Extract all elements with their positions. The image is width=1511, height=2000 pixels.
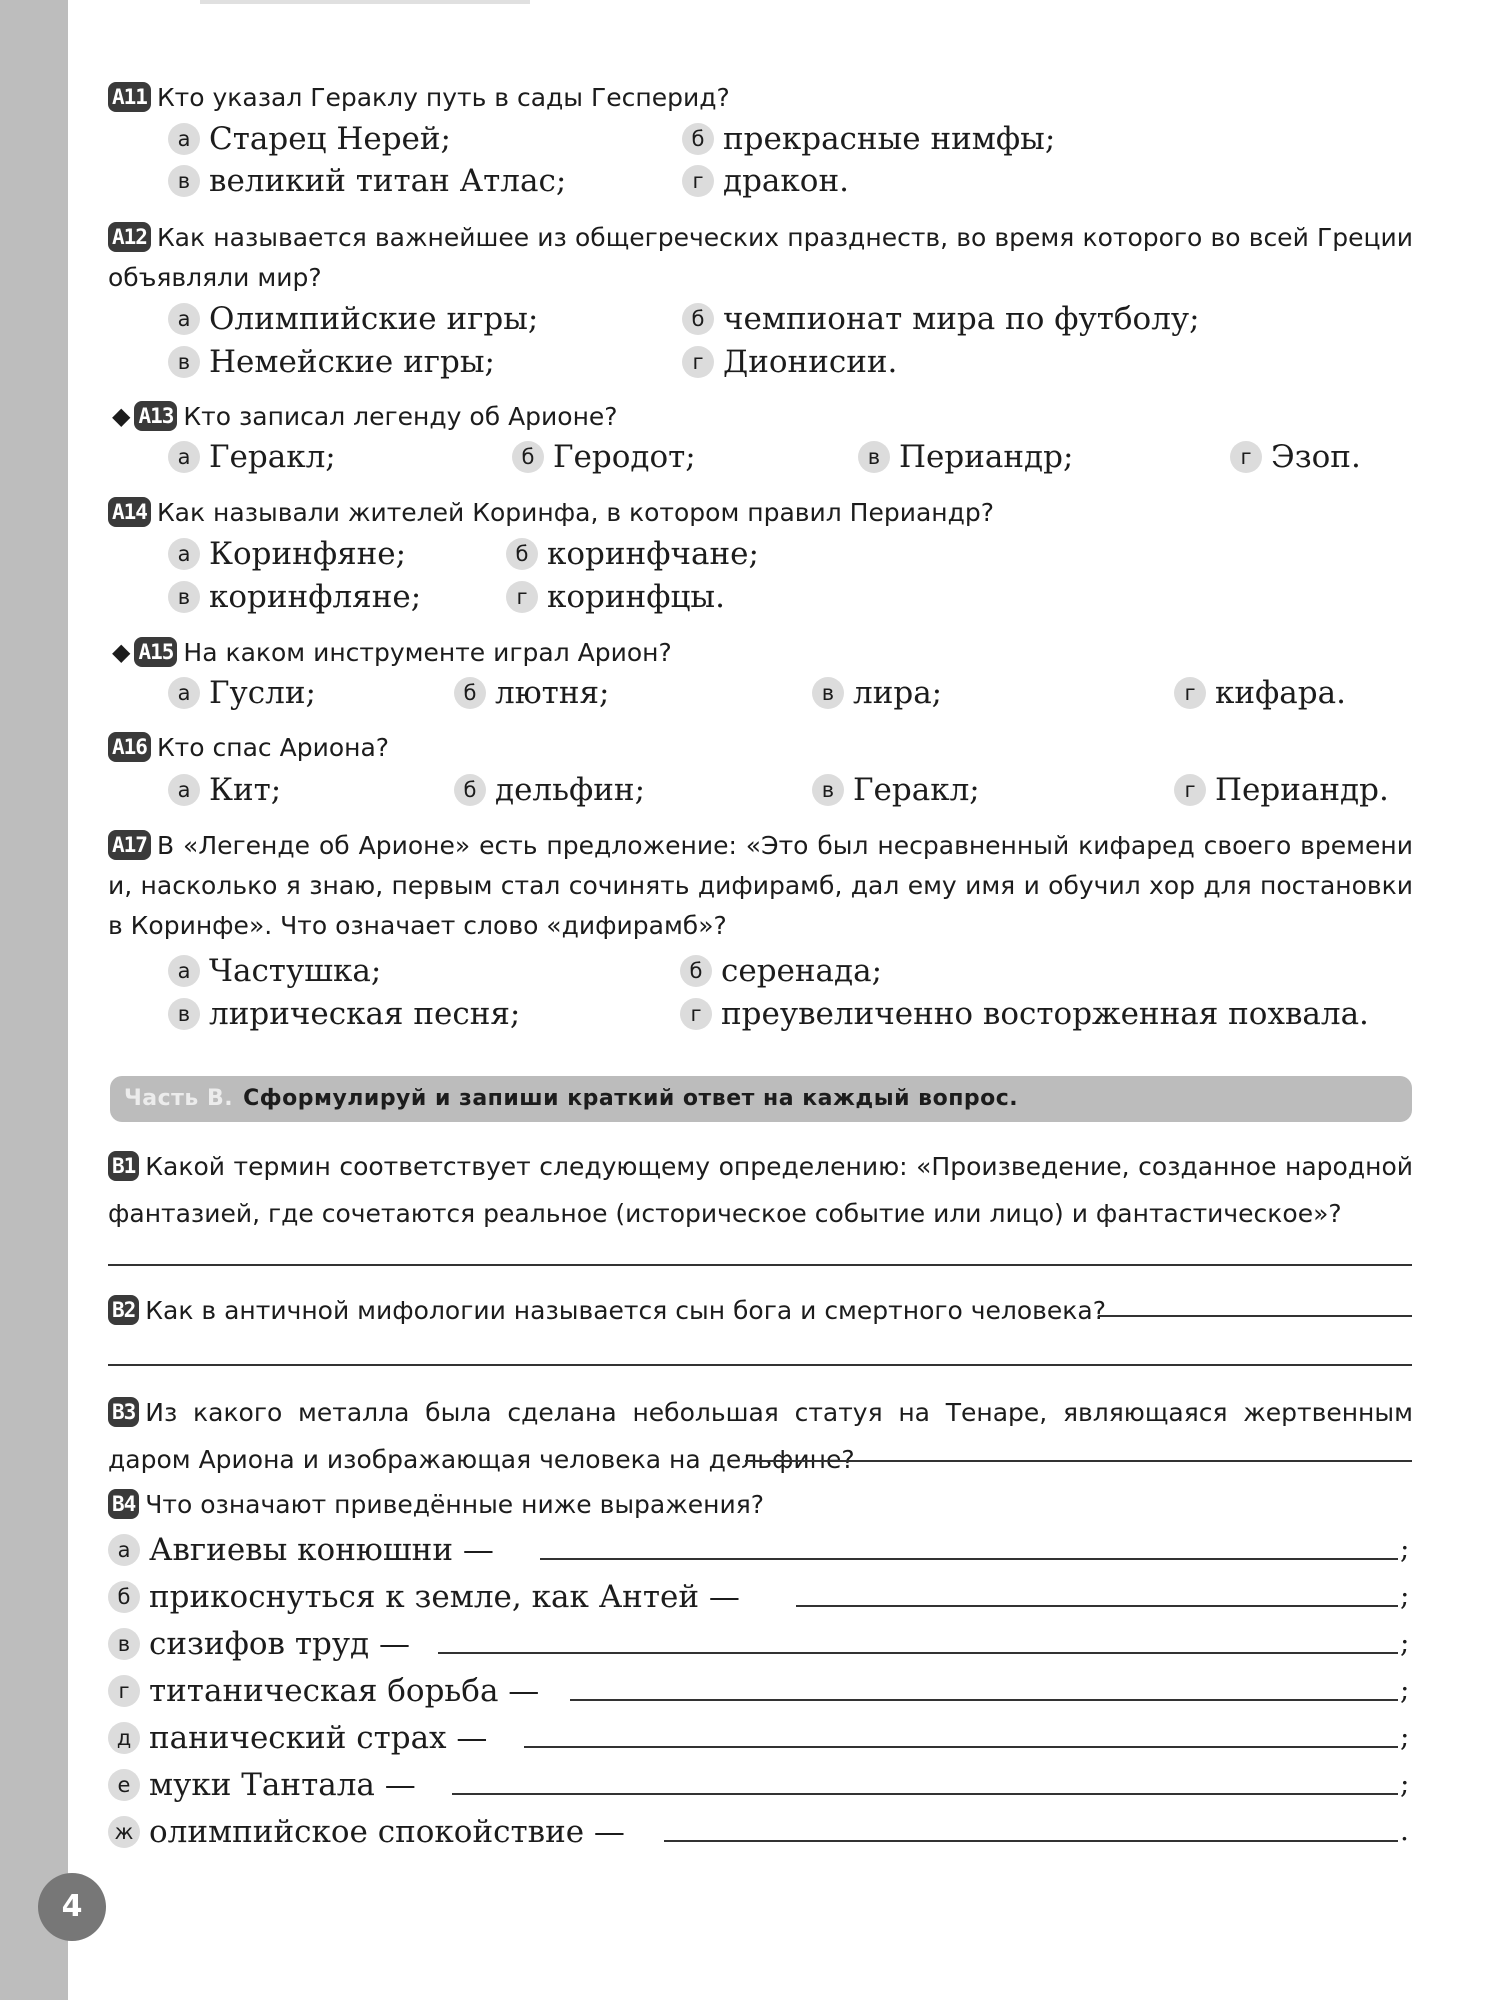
question-text: Кто спас Ариона?	[156, 733, 390, 762]
part-b-header	[110, 1076, 1412, 1122]
question-a15	[112, 632, 1417, 673]
option-b[interactable]: б лютня;	[454, 673, 610, 713]
option-g[interactable]: г преувеличенно восторженная похвала.	[680, 994, 1369, 1034]
question-tag: B1	[108, 1151, 139, 1181]
option-v[interactable]: в коринфляне;	[168, 577, 421, 617]
expression-item: г титаническая борьба —	[108, 1671, 539, 1711]
answer-line-b2-extra[interactable]	[108, 1364, 1412, 1366]
question-a11	[108, 78, 1413, 118]
question-tag: B4	[108, 1489, 139, 1519]
question-text: В «Легенде об Арионе» есть предложение: «Это был несравненный кифаред своего времени и, насколько я знаю, первым стал сочинять дифирамб, дал ему имя и обучил хор для постановки в Коринфе». Что означает слово «дифирамб»?	[108, 831, 1413, 940]
option-v[interactable]: в лирическая песня;	[168, 994, 520, 1034]
option-b[interactable]: б дельфин;	[454, 770, 645, 810]
option-b[interactable]: б чемпионат мира по футболу;	[682, 299, 1200, 339]
option-a[interactable]: а Олимпийские игры;	[168, 299, 538, 339]
answer-line-b2[interactable]	[1098, 1315, 1412, 1317]
question-text: Как называли жителей Коринфа, в котором правил Периандр?	[156, 498, 995, 527]
page-number: 4	[38, 1873, 106, 1941]
line-end: ;	[1400, 1720, 1410, 1753]
question-tag: A12	[108, 222, 151, 252]
option-a[interactable]: а Частушка;	[168, 951, 381, 991]
question-tag: A11	[108, 82, 151, 112]
question-text: Кто указал Гераклу путь в сады Гесперид?	[156, 83, 730, 112]
option-g[interactable]: г Эзоп.	[1230, 437, 1361, 477]
option-a[interactable]: а Геракл;	[168, 437, 336, 477]
option-g[interactable]: г Периандр.	[1174, 770, 1389, 810]
option-b[interactable]: б Геродот;	[512, 437, 696, 477]
option-v[interactable]: в Периандр;	[858, 437, 1073, 477]
option-g[interactable]: г дракон.	[682, 161, 849, 201]
answer-line[interactable]	[452, 1793, 1398, 1795]
question-tag: A14	[108, 497, 151, 527]
expression-item: ж олимпийское спокойствие —	[108, 1812, 625, 1852]
page-margin-strip	[0, 0, 68, 2000]
answer-line[interactable]	[796, 1605, 1398, 1607]
question-tag: A13	[134, 401, 177, 431]
answer-line[interactable]	[438, 1652, 1398, 1654]
part-tag: Часть В.	[124, 1086, 234, 1111]
line-end: ;	[1400, 1626, 1410, 1659]
line-end: ;	[1400, 1673, 1410, 1706]
line-end: ;	[1400, 1767, 1410, 1800]
line-end: ;	[1400, 1532, 1410, 1565]
option-a[interactable]: а Кит;	[168, 770, 281, 810]
option-b[interactable]: б серенада;	[680, 951, 882, 991]
question-a12	[108, 218, 1413, 298]
answer-line-b1[interactable]	[108, 1264, 1412, 1266]
question-b4	[108, 1485, 1413, 1525]
question-text: Кто записал легенду об Арионе?	[183, 402, 618, 431]
diamond-icon: ◆	[112, 638, 131, 666]
answer-line[interactable]	[664, 1840, 1398, 1842]
option-a[interactable]: а Старец Нерей;	[168, 119, 451, 159]
question-a16	[108, 728, 1413, 768]
option-b[interactable]: б коринфчане;	[506, 534, 759, 574]
question-a13	[112, 396, 1417, 437]
question-tag: A16	[108, 732, 151, 762]
expression-item: а Авгиевы конюшни —	[108, 1530, 494, 1570]
option-g[interactable]: г коринфцы.	[506, 577, 725, 617]
question-text: На каком инструменте играл Арион?	[183, 638, 672, 667]
option-v[interactable]: в Геракл;	[812, 770, 980, 810]
option-a[interactable]: а Гусли;	[168, 673, 316, 713]
question-a14	[108, 493, 1413, 533]
option-a[interactable]: а Коринфяне;	[168, 534, 406, 574]
question-tag: A17	[108, 830, 151, 860]
question-tag: B3	[108, 1397, 139, 1427]
question-tag: B2	[108, 1295, 139, 1325]
question-a17	[108, 826, 1413, 946]
question-b1	[108, 1143, 1413, 1237]
answer-line[interactable]	[540, 1558, 1398, 1560]
question-tag: A15	[134, 637, 177, 667]
expression-item: б прикоснуться к земле, как Антей —	[108, 1577, 740, 1617]
diamond-icon: ◆	[112, 402, 131, 430]
part-instruction: Сформулируй и запиши краткий ответ на каждый вопрос.	[243, 1086, 1019, 1111]
top-rule	[200, 0, 530, 4]
line-end: ;	[1400, 1579, 1410, 1612]
option-v[interactable]: в лира;	[812, 673, 942, 713]
question-text: Как в античной мифологии называется сын бога и смертного человека?	[145, 1296, 1106, 1325]
answer-line[interactable]	[570, 1699, 1398, 1701]
expression-item: в сизифов труд —	[108, 1624, 410, 1664]
expression-item: д панический страх —	[108, 1718, 487, 1758]
question-text: Из какого металла была сделана небольшая статуя на Тенаре, являющаяся жертвенным даром Ариона и изображающая человека на дельфине?	[108, 1398, 1413, 1474]
option-b[interactable]: б прекрасные нимфы;	[682, 119, 1055, 159]
option-v[interactable]: в Немейские игры;	[168, 342, 495, 382]
line-end: .	[1400, 1814, 1409, 1847]
question-text: Какой термин соответствует следующему определению: «Произведение, созданное народной фантазией, где сочетаются реальное (историческое событие или лицо) и фантастическое»?	[108, 1152, 1413, 1228]
option-g[interactable]: г кифара.	[1174, 673, 1346, 713]
option-v[interactable]: в великий титан Атлас;	[168, 161, 566, 201]
question-text: Как называется важнейшее из общегреческих празднеств, во время которого во всей Греции объявляли мир?	[108, 223, 1413, 292]
answer-line-b3[interactable]	[745, 1460, 1412, 1462]
answer-line[interactable]	[524, 1746, 1398, 1748]
question-b2	[108, 1291, 1106, 1331]
expression-item: е муки Тантала —	[108, 1765, 416, 1805]
question-text: Что означают приведённые ниже выражения?	[145, 1490, 765, 1519]
question-b3	[108, 1389, 1413, 1483]
option-g[interactable]: г Дионисии.	[682, 342, 897, 382]
